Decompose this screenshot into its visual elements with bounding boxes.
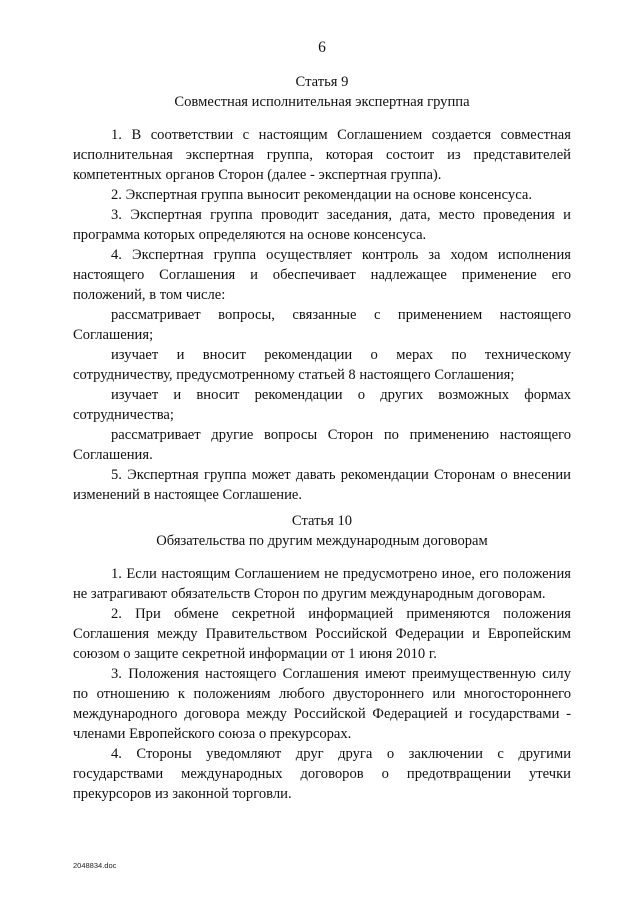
article-10-paragraph-1: 1. Если настоящим Соглашением не предусмотрено иное, его положения не затрагивают обязательств Сторон по другим международным договорам.: [73, 566, 571, 602]
document-filename: 2048834.doc: [73, 861, 117, 870]
article-9-body: [73, 125, 571, 505]
document-page: [73, 38, 571, 804]
article-9-list-item-3: изучает и вносит рекомендации о других возможных формах сотрудничества;: [73, 387, 571, 423]
article-9-paragraph-2: 2. Экспертная группа выносит рекомендации на основе консенсуса.: [111, 187, 532, 203]
article-10-title: Статья 10: [291, 513, 353, 529]
article-10-paragraph-3: 3. Положения настоящего Соглашения имеют преимущественную силу по отношению к положениям любого двустороннего или многостороннего международного договора между Российской Федерацией и государствами - членами Европейского союза о прекурсорах.: [73, 666, 571, 742]
article-10-subtitle: Обязательства по другим международным договорам: [156, 533, 488, 549]
article-10-paragraph-2: 2. При обмене секретной информацией применяются положения Соглашения между Правительством Российской Федерации и Европейским союзом о защите секретной информации от 1 июня 2010 г.: [73, 606, 571, 662]
article-9-list-item-1: рассматривает вопросы, связанные с применением настоящего Соглашения;: [73, 307, 571, 343]
article-9-paragraph-1: 1. В соответствии с настоящим Соглашением создается совместная исполнительная экспертная группа, которая состоит из представителей компетентных органов Сторон (далее - экспертная группа).: [73, 127, 571, 183]
article-9-paragraph-3: 3. Экспертная группа проводит заседания, дата, место проведения и программа которых определяются на основе консенсуса.: [73, 207, 571, 243]
article-9-list-item-2: изучает и вносит рекомендации о мерах по техническому сотрудничеству, предусмотренному статьей 8 настоящего Соглашения;: [73, 347, 571, 383]
article-9-paragraph-5: 5. Экспертная группа может давать рекомендации Сторонам о внесении изменений в настоящее Соглашение.: [73, 467, 571, 503]
article-10: [73, 511, 571, 804]
article-9-paragraph-4: 4. Экспертная группа осуществляет контроль за ходом исполнения настоящего Соглашения и обеспечивает надлежащее применение его положений, в том числе:: [73, 247, 571, 303]
article-9-list-item-4: рассматривает другие вопросы Сторон по применению настоящего Соглашения.: [73, 427, 571, 463]
article-9-subtitle: Совместная исполнительная экспертная группа: [174, 94, 470, 110]
page-number: 6: [318, 39, 326, 56]
article-9: [73, 72, 571, 505]
article-9-title: Статья 9: [295, 74, 349, 90]
article-10-body: [73, 564, 571, 804]
article-10-paragraph-4: 4. Стороны уведомляют друг друга о заключении с другими государствами международных договоров о предотвращении утечки прекурсоров из законной торговли.: [73, 746, 571, 802]
